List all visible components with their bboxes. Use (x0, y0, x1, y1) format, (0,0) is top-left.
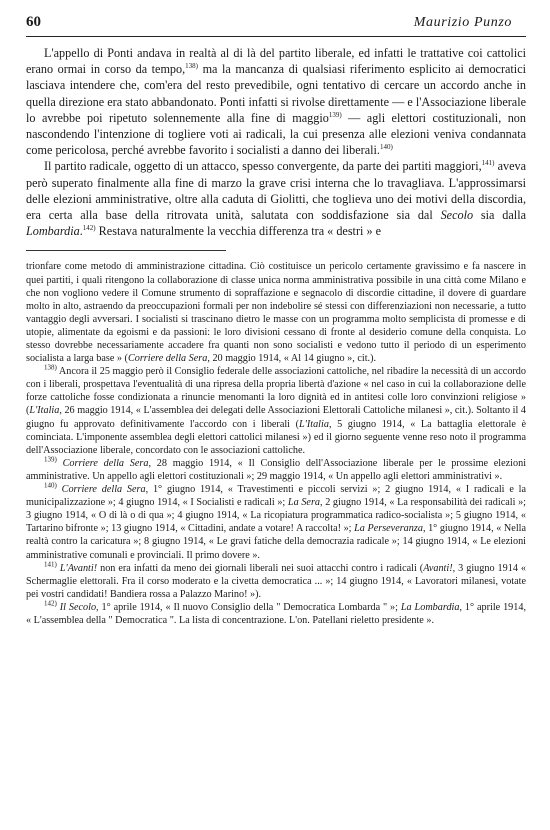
footnote-continuation: trionfare come metodo di amministrazione cittadina. Ciò costituisce un pericolo certamente gravissimo e fa nascere in quei partiti, i quali ritengono la collaborazione di classe unica norma amministrativa possibile in una città come Milano e che non vogliono vedere il Comune strumento di sopraffazione e segnacolo di discordie cittadine, il dovere di guardare molto in alto, astraendo da preoccupazioni formali per non indebolire sé stessi con differenziazioni non necessarie, a tutto vantaggio degli avversari. I socialisti si trascinano dietro le masse con un programma molto semplicista di promesse e di utopie, alimentate da egoismi e da passioni: le loro divisioni cessano di fronte al desiderio comune della conquista. Lo stesso dovrebbe necessariamente accadere fra quanti non sono socialisti e vedono tutto il periodo di un esperimento socialista a larga base » (Corriere della Sera, 20 maggio 1914, « Al 14 giugno », cit.). (26, 261, 526, 365)
paragraph: Il partito radicale, oggetto di un attacco, spesso convergente, da parte dei partiti maggiori,$^{141)}$ aveva però superato finalmente alla fine di marzo la grave crisi interna che lo travagliava. L'approssimarsi delle elezioni amministrative, oltre alla caduta di Giolitti, che toglieva uno dei motivi della discordia, era certa alla base della ritrovata unità, salutata con soddisfazione sia dal Secolo sia dalla Lombardia.$^{142)}$ Restava naturalmente la vecchia differenza tra « destri » e (26, 159, 527, 239)
footnote-ref: 142) (82, 224, 96, 233)
paragraph: L'appello di Ponti andava in realtà al di là del partito liberale, ed infatti le trattative coi cattolici erano ormai in corso da tempo,$^{138)}$ ma la mancanza di qualsiasi riferimento esplicito ai democratici lasciava intendere che, com'era del resto prevedibile, ogni tentativo di cercare un accordo anche in quella direzione era stato abbandonato. Ponti infatti si rivolse direttamente — e l'Associazione liberale lo avrebbe poi ripetuto solennemente alla fine di maggio$^{139)}$ — agli elettori costituzionali, non nascondendo l'intenzione di togliere voti ai radicali, la cui presenza alle elezioni veniva condannata come pericolosa, perché avrebbe favorito i socialisti a danno dei liberali.$^{140)}$ (26, 46, 526, 158)
footnote-divider (26, 250, 226, 251)
footnote-139: $^{139)}$ Corriere della Sera, 28 maggio 1914, « Il Consiglio dell'Associazione liberale per le prossime elezioni amministrative. Un appello agli elettori costituzionali »; 29 maggio 1914, « Un appello agli elettori amministrativi ». (26, 455, 527, 482)
footnote-142: $^{142)}$ Il Secolo, 1° aprile 1914, « Il nuovo Consiglio della " Democratica Lombarda " »; La Lombardia, 1° aprile 1914, « L'assemblea della " Democratica ". La lista di concentrazione. L'on. Patellani rieletto presidente ». (26, 599, 527, 626)
book-page (26, 14, 526, 824)
running-head: Maurizio Punzo (413, 15, 512, 30)
footnotes (26, 260, 526, 627)
page-number: 60 (26, 14, 41, 30)
footnote-138: $^{138)}$ Ancora il 25 maggio però il Consiglio federale delle associazioni cattoliche, nel ribadire la necessità di un accordo con i liberali, prospettava l'eventualità di una ripresa della propria libertà d'azione « nel caso in cui la collaborazione delle forze cattoliche fosse condizionata a rinuncie menomanti la loro dignità ed in antitesi colle loro convinzioni religiose » (L'Italia, 26 maggio 1914, « L'assemblea dei delegati delle Associazioni Elettorali Cattoliche milanesi », cit.). Soltanto il 4 giugno fu approvato definitivamente l'accordo con i liberali (L'Italia, 5 giugno 1914, « La battaglia elettorale è cominciata. L'imponente assemblea degli elettori cattolici milanesi ») ed il giorno seguente venne reso noto il programma dell'Associazione liberale, concordato con le associazioni cattoliche. (26, 363, 526, 456)
main-text (26, 45, 526, 239)
footnote-ref: 140) (379, 143, 393, 152)
page-header (26, 14, 526, 37)
footnote-ref: 139) (328, 110, 342, 119)
footnote-141: $^{141)}$ L'Avanti! non era infatti da meno dei giornali liberali nei suoi attacchi contro i radicali (Avanti!, 3 giugno 1914 « Schermaglie elettorali. Fra il corso moderato e la civetta democratica ... »; 14 giugno 1914, « Lavoratori milanesi, votate pei vostri candidati! Bandiera rossa a Palazzo Marino! »). (26, 560, 527, 600)
footnote-ref: 141) (481, 159, 495, 168)
footnote-ref: 138) (185, 62, 199, 71)
footnote-140: $^{140)}$ Corriere della Sera, 1° giugno 1914, « Travestimenti e piccoli servizi »; 2 giugno 1914, « I radicali e la municipalizzazione »; 4 giugno 1914, « I Socialisti e radicali »; La Sera, 2 giugno 1914, « La responsabilità dei radicali »; 3 giugno 1914, « O di là o di qua »; 4 giugno 1914, « La ricopiatura programmatica radico-socialista »; 5 giugno 1914, « Tartarino bifronte »; 13 giugno 1914, « Cittadini, andate a votare! A raccolta! »; La Perseveranza, 1° giugno 1914, « Nella realtà contro la caricatura »; 8 giugno 1914, « Le gravi fatiche della democrazia radicale »; 14 giugno 1914, « Le elezioni amministrative comunali e provinciali. Il primo dovere ». (26, 481, 527, 561)
